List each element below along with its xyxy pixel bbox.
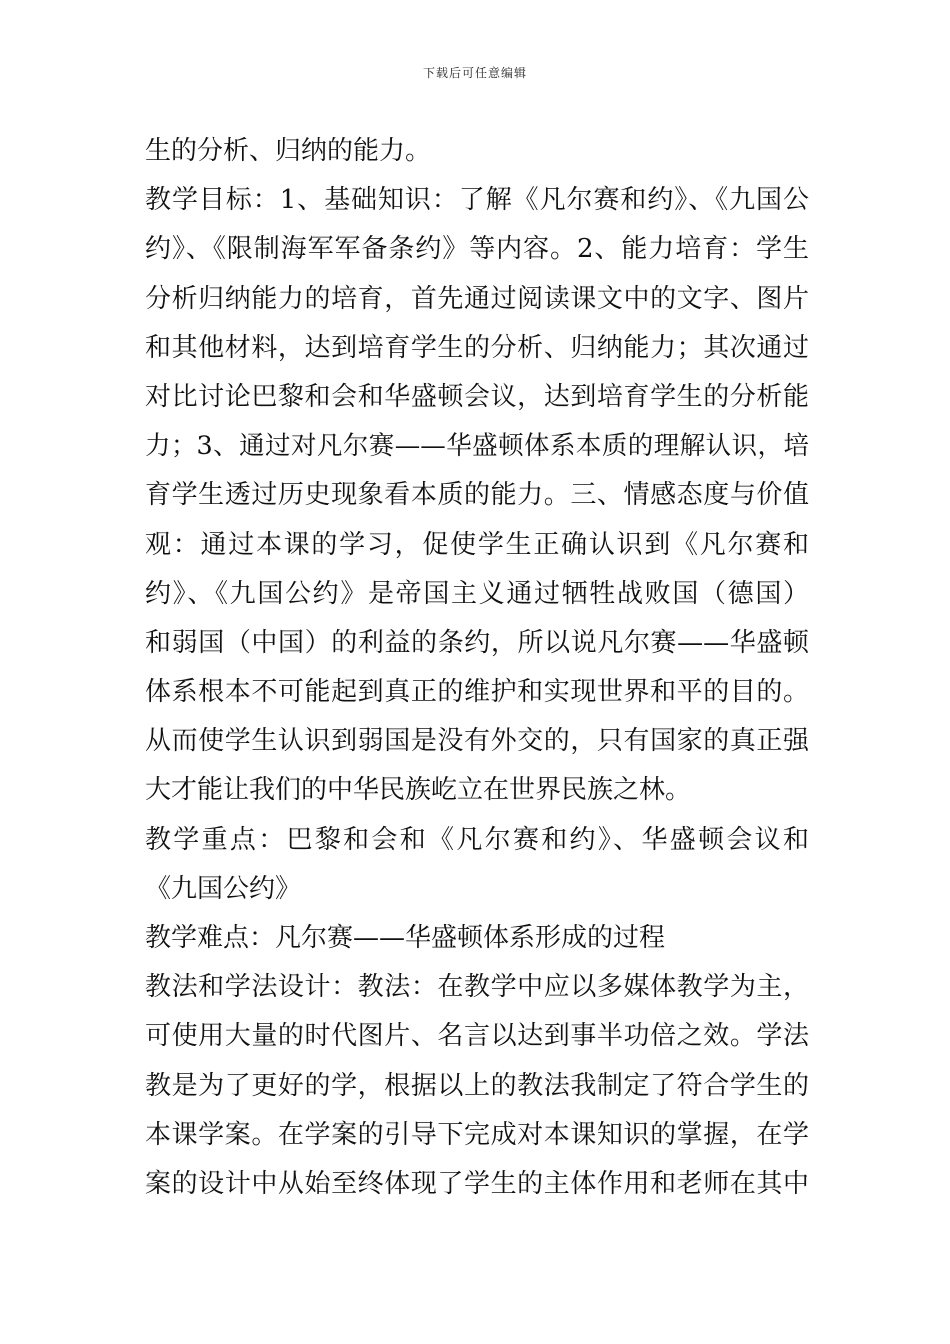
paragraph-line: 从而使学生认识到弱国是没有外交的，只有国家的真正强 — [145, 726, 809, 757]
paragraph-line: 力；3、通过对凡尔赛——华盛顿体系本质的理解认识，培 — [145, 431, 809, 462]
paragraph-line: 约》、《限制海军军备条约》等内容。2、能力培育：学生 — [145, 234, 809, 265]
paragraph-line: 分析归纳能力的培育，首先通过阅读课文中的文字、图片 — [145, 283, 809, 314]
paragraph-line: 教是为了更好的学，根据以上的教法我制定了符合学生的 — [145, 1070, 809, 1101]
paragraph-line: 和其他材料，达到培育学生的分析、归纳能力；其次通过 — [145, 332, 809, 363]
paragraph-line: 生的分析、归纳的能力。 — [145, 136, 432, 166]
paragraph-line: 体系根本不可能起到真正的维护和实现世界和平的目的。 — [145, 677, 809, 708]
paragraph-line: 对比讨论巴黎和会和华盛顿会议，达到培育学生的分析能 — [145, 381, 809, 412]
paragraph-line: 教学目标：1、基础知识：了解《凡尔赛和约》、《九国公 — [145, 185, 809, 216]
paragraph-line: 可使用大量的时代图片、名言以达到事半功倍之效。学法 — [145, 1021, 809, 1052]
paragraph-line: 《九国公约》 — [145, 873, 302, 904]
page-header: 下载后可任意编辑 — [422, 66, 527, 80]
paragraph-line: 大才能让我们的中华民族屹立在世界民族之林。 — [145, 775, 692, 806]
document-body — [145, 127, 809, 1209]
paragraph-line: 教学难点：凡尔赛——华盛顿体系形成的过程 — [145, 923, 666, 953]
paragraph-line: 观：通过本课的学习，促使学生正确认识到《凡尔赛和 — [145, 529, 809, 560]
paragraph-line: 和弱国（中国）的利益的条约，所以说凡尔赛——华盛顿 — [145, 627, 809, 658]
paragraph-line: 本课学案。在学案的引导下完成对本课知识的掌握，在学 — [145, 1119, 809, 1150]
paragraph-line: 案的设计中从始至终体现了学生的主体作用和老师在其中 — [145, 1168, 809, 1199]
paragraph-line: 约》、《九国公约》是帝国主义通过牺牲战败国（德国） — [145, 578, 809, 609]
paragraph-line: 育学生透过历史现象看本质的能力。三、情感态度与价值 — [145, 480, 809, 511]
paragraph-line: 教学重点：巴黎和会和《凡尔赛和约》、华盛顿会议和 — [145, 824, 809, 855]
paragraph-line: 教法和学法设计：教法：在教学中应以多媒体教学为主， — [145, 972, 809, 1003]
